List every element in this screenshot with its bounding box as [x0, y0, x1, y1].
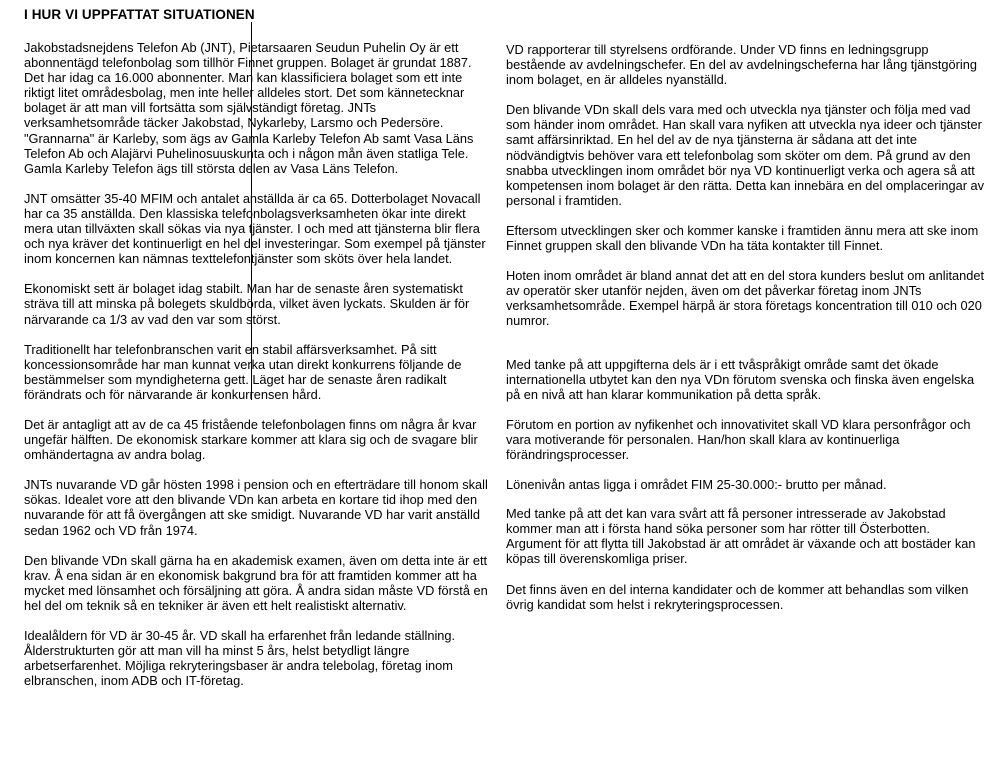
paragraph-reporting-structure: VD rapporterar till styrelsens ordförande. Under VD finns en ledningsgrupp bestående av avdelningschefer. En del av avdelningscheferna har lång tjänstgöring inom bolaget, en är alldeles nyanställd. — [506, 42, 977, 88]
paragraph-internal-candidates: Det finns även en del interna kandidater och de kommer att behandlas som vilken övrig kandidat som helst i rekryteringsprocessen. — [506, 581, 969, 612]
paragraph-financial-status: Ekonomiskt sett är bolaget idag stabilt. Man har de senaste åren systematiskt sträva till att minska på bolegets skuldbörda, vilket även lyckats. Skulden är för närvarande ca 1/3 av vad den var som störst. — [24, 281, 470, 327]
paragraph-finnet-contacts: Eftersom utvecklingen sker och kommer kanske i framtiden ännu mera att ske inom Finnet gruppen skall den blivande VDn ha täta kontakter till Finnet. — [506, 222, 979, 254]
paragraph-language-skills: Med tanke på att uppgifterna dels är i ett tvåspråkigt område samt det ökade internationella utbytet kan den nya VDn förutom svenska och finska även engelska på en nivå att han klarar kommunikation på detta språk. — [506, 356, 975, 402]
paragraph-recruitment-region: Med tanke på att det kan vara svårt att få personer intresserade av Jakobstad kommer man att i första hand söka personer som har rötter till Österbotten. Argument för att flytta till Jakobstad är att området är växande och att bostäder kan köpas till överenskomliga priser. — [506, 506, 976, 567]
paragraph-age-experience: Idealåldern för VD är 30-45 år. VD skall ha erfarenhet från ledande ställning. Ålderstrukturten gör att man vill ha minst 5 års, helst betydligt längre arbetserfarenhet. Möjliga rekryteringsbaser är andra telebolag, företag inom elbranschen, inom ADB och IT-företag. — [24, 628, 456, 689]
right-column — [506, 42, 986, 627]
paragraph-personal-qualities: Förutom en portion av nyfikenhet och innovativitet skall VD klara personfrågor och vara motiverande för personalen. Han/hon skall klara av kontinuerliga förändringsprocesser. — [506, 416, 971, 462]
paragraph-industry-tradition: Traditionellt har telefonbranschen varit en stabil affärsverksamhet. På sitt koncessionsområde har man kunnat verka utan direkt konkurrens följande de bestämmelser som myndigheterna gett. Läget har de senaste åren radikalt förändrats och för närvarande är konkurrensen hård. — [24, 341, 462, 402]
paragraph-ceo-role: Den blivande VDn skall dels vara med och utveckla nya tjänster och följa med vad som händer inom området. Han skall vara nyfiken att utveckla nya ideer och tjänster samt affärsinriktad. En hel del av de nya tjänsterna är sådana att det inte nödvändigtvis behöver vara ett telefonbolag som sköter om dem. På grund av den snabba utvecklingen inom området bör nya VD kontinuerligt verka och agera så att kompetensen inom bolaget är den rätta. Detta kan innebära en del omplaceringar av personal i framtiden. — [506, 102, 985, 208]
paragraph-company-overview: Jakobstadsnejdens Telefon Ab (JNT), Pietarsaaren Seudun Puhelin Oy är ett abonnentägd telefonbolag som tillhör Finnet gruppen. Bolaget är grundat 1887. Det har idag ca 16.000 abonnenter. Man kan klassificiera bolaget som ett inte riktigt litet områdesbolag, men inte heller alldeles stort. Det som kännetecknar bolaget är att man vill fortsätta som självständigt företag. JNTs verksamhetsområde täcker Jakobstad, Nykarleby, Larsmo och Pedersöre. "Grannarna" är Karleby, som ägs av Gamla Karleby Telefon Ab samt Vasa Läns Telefon Ab och Alajärvi Puhelinosuuskunta och i någon mån även statliga Tele. Gamla Karleby Telefon ägs till största delen av Vasa Läns Telefon. — [24, 40, 474, 176]
paragraph-industry-consolidation: Det är antagligt att av de ca 45 fristående telefonbolagen finns om några år kvar ungefär hälften. De ekonomisk starkare kommer att klara sig och de svagare blir omhändertagna av andra bolag. — [24, 416, 478, 463]
paragraph-education-requirements: Den blivande VDn skall gärna ha en akademisk examen, även om detta inte är ett krav. Å ena sidan är en ekonomisk bakgrund bra för att framtiden kommer att ha mycket med lönsamhet och försäljning att göra. Å andra sidan måste VD förstå en hel del om teknik så en tekniker är även ett helt realistiskt alternativ. — [24, 552, 488, 613]
paragraph-salary: Lönenivån antas ligga i området FIM 25-30.000:- brutto per månad. — [506, 477, 887, 493]
section-heading: I HUR VI UPPFATTAT SITUATIONEN — [24, 7, 255, 22]
left-column — [24, 40, 492, 703]
paragraph-ceo-succession: JNTs nuvarande VD går hösten 1998 i pension och en efterträdare till honom skall sökas. Idealet vore att den blivande VDn kan arbeta en kortare tid ihop med den nuvarande för att få övergången att ske smidigt. Nuvarande VD har varit anställd sedan 1962 och VD från 1974. — [24, 477, 488, 538]
paragraph-revenue-staff: JNT omsätter 35-40 MFIM och antalet anställda är ca 65. Dotterbolaget Novacall har ca 35 anställda. Den klassiska telefonbolagsverksamheten ökar inte direkt mera utan tillväxten skall sökas via nya tjänster. I och med att tjänsterna blir flera och nya kräver det kontinuerligt en hel del investeringar. Som exempel på tjänster inom koncernen kan nämnas texttelefontjänster som sköts över hela landet. — [24, 190, 486, 267]
paragraph-threats: Hoten inom området är bland annat det att en del stora kunders beslut om anlitandet av operatör sker utanför nejden, även om det påverkar företag inom JNTs verksamhetsområde. Exempel härpå är stora företags koncentration till 010 och 020 numror. — [506, 268, 985, 329]
